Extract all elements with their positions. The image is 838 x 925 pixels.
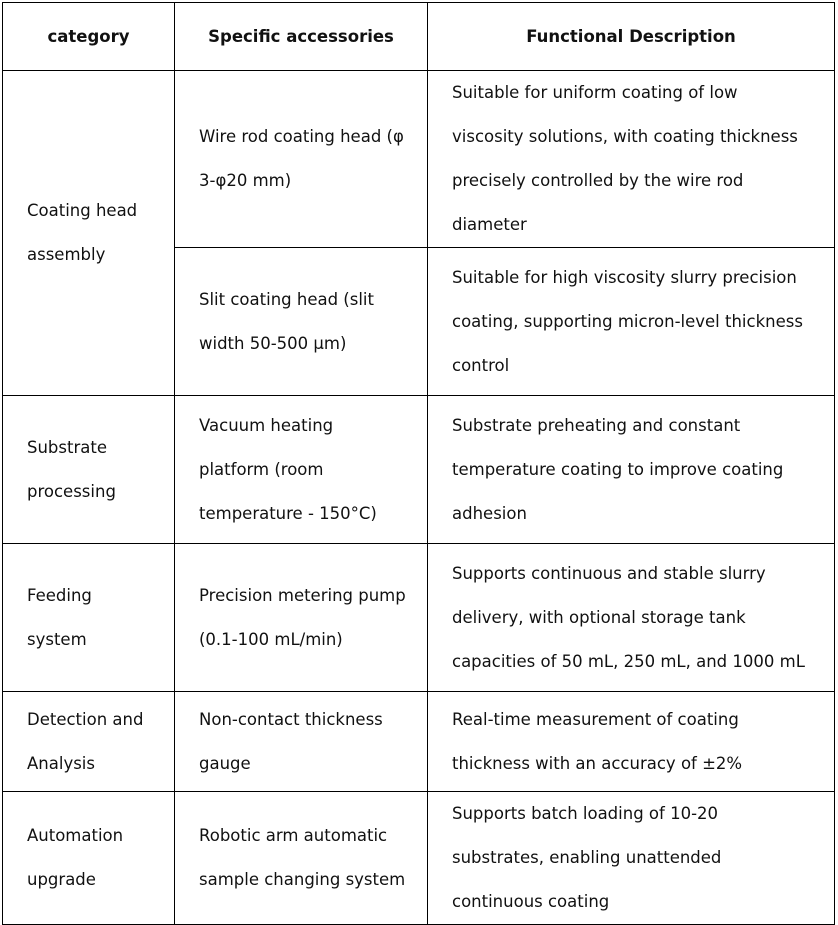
description-text: Substrate preheating and constant temperature coating to improve coating adhesion xyxy=(452,415,784,523)
description-cell xyxy=(428,544,835,692)
table-row xyxy=(3,792,835,925)
category-text: Automation upgrade xyxy=(27,826,124,889)
category-cell xyxy=(3,792,175,925)
accessory-text: Vacuum heating platform (room temperature - 150°C) xyxy=(199,415,377,523)
category-text: Feeding system xyxy=(27,585,92,649)
accessory-text: Precision metering pump (0.1-100 mL/min) xyxy=(199,585,406,649)
category-cell xyxy=(3,396,175,544)
description-text: Suitable for high viscosity slurry precision coating, supporting micron-level thickness control xyxy=(452,267,803,375)
header-description: Functional Description xyxy=(428,3,835,71)
accessory-text: Wire rod coating head (φ 3-φ20 mm) xyxy=(199,127,404,190)
header-accessories: Specific accessories xyxy=(175,3,428,71)
accessory-cell xyxy=(175,396,428,544)
description-cell xyxy=(428,248,835,396)
accessory-cell xyxy=(175,792,428,925)
header-category: category xyxy=(3,3,175,71)
table-row xyxy=(3,71,835,248)
description-text: Supports continuous and stable slurry delivery, with optional storage tank capacities of 50 mL, 250 mL, and 1000 mL xyxy=(452,563,805,671)
category-cell xyxy=(3,71,175,396)
category-text: Detection and Analysis xyxy=(27,709,144,773)
accessory-cell xyxy=(175,248,428,396)
category-cell xyxy=(3,692,175,792)
table-row xyxy=(3,544,835,692)
accessory-cell xyxy=(175,544,428,692)
description-text: Supports batch loading of 10-20 substrates, enabling unattended continuous coating xyxy=(452,804,722,911)
accessory-text: Non-contact thickness gauge xyxy=(199,709,383,773)
category-cell xyxy=(3,544,175,692)
description-cell xyxy=(428,396,835,544)
description-cell xyxy=(428,692,835,792)
table-row xyxy=(3,396,835,544)
category-text: Substrate processing xyxy=(27,437,116,501)
description-text: Suitable for uniform coating of low viscosity solutions, with coating thickness precisely controlled by the wire rod diameter xyxy=(452,83,798,234)
accessory-cell xyxy=(175,71,428,248)
table-header-row xyxy=(3,3,835,71)
accessory-cell xyxy=(175,692,428,792)
accessory-text: Slit coating head (slit width 50-500 μm) xyxy=(199,289,374,353)
accessories-table xyxy=(2,2,835,925)
table-row xyxy=(3,692,835,792)
description-cell xyxy=(428,71,835,248)
accessory-text: Robotic arm automatic sample changing system xyxy=(199,826,406,889)
description-cell xyxy=(428,792,835,925)
category-text: Coating head assembly xyxy=(27,201,138,264)
description-text: Real-time measurement of coating thickness with an accuracy of ±2% xyxy=(452,709,743,773)
